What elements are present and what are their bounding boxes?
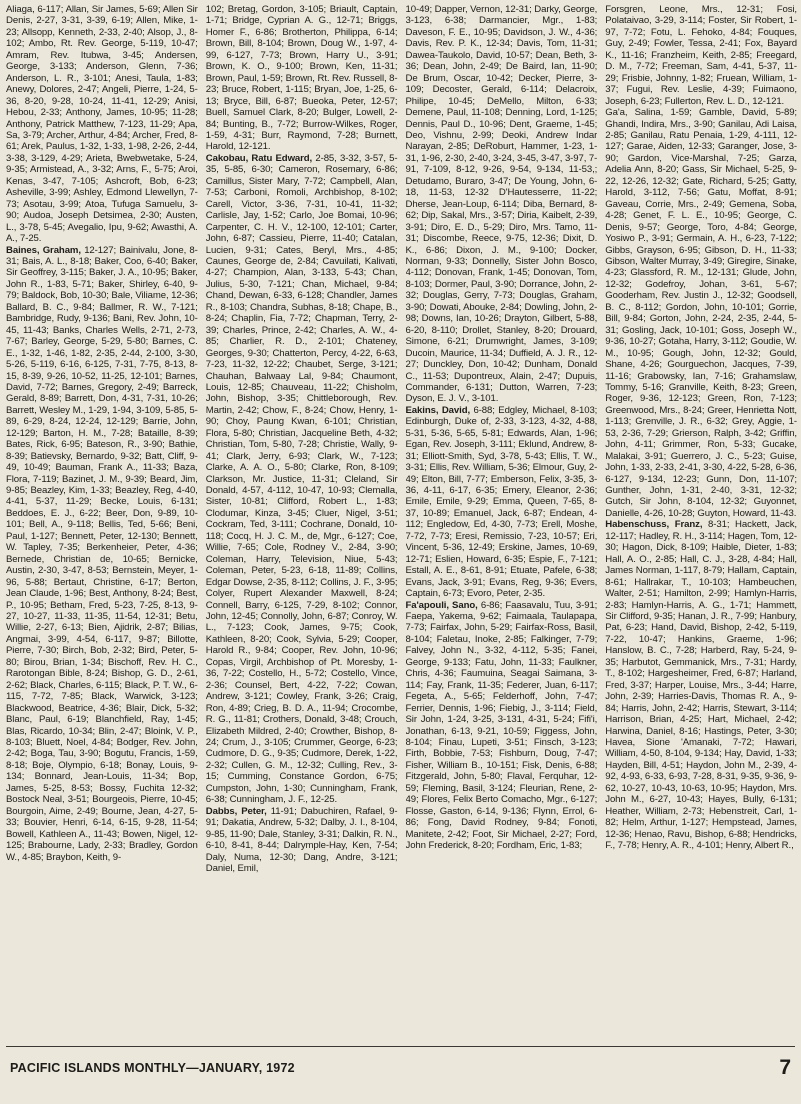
index-columns [6, 4, 797, 1038]
index-heading: Habenschuss, Franz, [605, 519, 703, 531]
index-column-3 [406, 4, 598, 1038]
index-entries: Ga'a, Salina, 1-59; Gamble, David, 5-89; Ghandi, Indira, Mrs., 3-90; Ganilau, Adi Laisa, 2-85; Ganilau, Ratu Penaia, 1-29, 4-111, 12-127; Garae, Aiden, 12-33; Garanger, Jose, 3-90; Gardon, Vice-Marshal, 7-25; Garza, Adelia Ann, 8-20; Gass, Sir Michael, 5-25, 9-22, 12-26, 12-32; Gate, Richard, 5-25; Gatty, Harold, 3-112, 7-56; Gatu, Moffat, 8-91; Gaveau, Corrie, Mrs., 2-49; Gemena, Soba, 4-28; Genet, F. L. E., 10-95; George, C. Denis, 9-57; George, Toro, 4-84; George, Yosiwo P., 3-91; Germain, A. H., 6-23, 7-122; Gibbs, Grayson, 6-95; Gibson, D. H., 11-33; Gibson, Walter Murray, 3-49; Giregire, Sinake, 4-23; Glassford, R. M., 12-131; Glude, John, 12-32; Godefroy, Johan, 3-61, 5-67; Gooderham, Rev. Justin J., 12-32; Goodsell, B. C., 8-112; Gordon, John, 10-101; Gorrie, Bill, 9-84; Gorton, John, 2-24, 2-35, 2-44, 5-31; Gosling, Jack, 10-101; Goss, Joseph W., 9-36, 10-27; Gotaha, Harry, 3-112; Goudie, W. M., 10-95; Gough, John, 12-32; Gould, Shane, 4-26; Gourguechon, Jacques, 7-39, 11-16; Grabowsky, Ian, 7-16; Grahamslaw, Tommy, 5-16; Granville, Keith, 8-23; Green, Roger, 9-36, 12-123; Green, Ron, 7-123; Greenwood, Mrs., 8-24; Greer, Henrietta Nott, 1-113; Grenville, J. R., 6-32; Grey, Aggie, 1-53, 2-36, 7-29; Grierson, Ralph, 3-42; Griffin, John, 4-11; Grimmer, Ron, 5-33; Gucake, Malakai, 3-91; Guerrero, J. C., 5-23; Guise, John, 1-33, 2-33, 2-41, 3-30, 4-22, 5-28, 6-36, 6-127, 9-134, 12-23; Gunn, Don, 11-107; Gunther, John, 1-31, 2-40, 3-31, 12-32; Gutch, Sir John, 8-104, 12-32; Guyonnet, Danielle, 4-26, 10-28; Guyton, Howard, 11-43. [605, 107, 797, 519]
index-heading: Fa'apouli, Sano, [405, 599, 478, 611]
page-number: 7 [779, 1056, 791, 1079]
index-column-4 [605, 4, 797, 1038]
index-entries: 6-86; Faasavalu, Tuu, 3-91; Faepa, Yakema, 9-62; Faimaala, Taulapapa, 7-73; Fairfax, John, 5-29; Fairfax-Ross, Basil, 8-104; Faletau, Inoke, 2-85; Falkinger, 7-79; Falvey, John N., 3-32, 4-112, 5-35; Fanei, George, 9-133; Fatu, John, 11-33; Faulkner, Chris, 4-36; Faumuina, Seagai Saimana, 3-114; Fay, Frank, 11-35; Federer, Juan, 6-117; Fegeta, A., 5-65; Felderhoff, John, 7-47; Ferrier, Dennis, 1-96; Fiebig, J., 3-114; Field, Sir John, 1-24, 3-25, 3-131, 4-31, 5-24; Fifi'i, Jonathan, 6-13, 9-21, 10-59; Figgess, John, 8-104; Finau, Lupeti, 3-51; Finsch, 3-123; Firth, Bobbie, 7-53; Fishburn, Doug, 7-47; Fisher, William B., 10-151; Fisk, Denis, 6-88; Fitzgerald, John, 5-80; Flaval, Ferquhar, 12-59; Fleming, Basil, 3-124; Fleurian, Rene, 2-49; Flores, Felix Berto Comacho, Mgr., 6-127; Flosse, Gaston, 6-14, 9-136; Flynn, Errol, 6-86; Fong, David Rodney, 9-84; Fonoti, Manitete, 2-42; Foot, Sir Michael, 2-27; Ford, John Frederick, 8-20; Fordham, Eric, 1-83; [405, 599, 598, 852]
index-column-2 [206, 4, 398, 1038]
index-entries: 10-49; Dapper, Vernon, 12-31; Darky, George, 3-123, 6-38; Darmancier, Mgr., 1-83; Daveson, F. E., 10-95; Davidson, J. W., 4-36; Davis, Rev. P. K., 12-34; Davis, Tom, 11-31; Dawea-Taukolo, David, 10-57; Dean, Beth, 3-36; Dean, John, 2-49; De Baird, Ian, 11-90; De Brum, Oscar, 10-42; Decker, Pierre, 3-109; Decoster, Gerald, 6-114; Delacroix, Philipe, 10-45; DeMello, Milton, 6-33; Demene, Paul, 11-108; Denning, Lord, 1-125; Dennis, Paul D., 10-96; Dent, Graeme, 1-45; Deo, Vishnu, 2-99; Deoki, Andrew Indar Narayan, 2-85; DeRoburt, Hammer, 1-23, 1-31, 1-96, 2-30, 2-40, 3-24, 3-45, 3-47, 3-97, 7-91, 7-109, 8-12, 9-26, 9-54, 9-134, 11-53,; Detudamo, Buraro, 3-47; De Young, John, 6-18, 11-53, 12-32 D'Hautesserre, 11-22; Dherse, Jean-Loup, 6-114; Diba, Bernard, 8-62; Dip, Sakal, Mrs., 3-57; Diria, Kaibelt, 2-39, 3-91; Diro, E. D., 5-29; Diro, Mrs. Tamo, 11-31; Discombe, Reece, 9-75, 12-36; Dixit, D. K., 6-86; Dixon, J. M., 9-100; Docker, Norman, 9-33; Donnelly, Sister John Bosco, 4-112; Donovan, Frank, 1-45; Donovan, Tom, 8-103; Dormer, Paul, 3-90; Dorrance, John, 2-32; Douglas, Gerry, 7-73; Douglas, Graham, 3-90; Dowati, Abouke, 2-84; Dowling, John, 2-98; Downs, Ian, 10-26; Drayton, Gilbert, 5-88, 6-20, 8-110; Drollet, Stanley, 8-20; Drouard, Simone, 6-21; Drumwright, James, 3-109; Ducoin, Maurice, 11-34; Duffield, A. J. R., 12-27; Dunckley, Don, 10-42; Dunham, Donald C., 11-53; Dupontreux, Alain, 2-47; Dupuis, Commander, 6-131; Dutton, Warren, 7-23; Dyson, E. J. V., 3-101. [405, 4, 598, 405]
index-heading: Dabbs, Peter, [205, 805, 267, 817]
index-entries: 102; Bretag, Gordon, 3-105; Briault, Captain, 1-71; Bridge, Cyprian A. G., 12-71; Briggs, Homer F., 6-86; Brotherton, Philippa, 6-14; Brown, Bill, 8-104; Brown, Doug W., 1-97, 4-99, 6-127, 7-73; Brown, Harry U., 3-91; Brown, K. O., 9-100; Brown, Ken, 11-31; Brown, Paul, 1-59; Brown, Rt. Rev. Russell, 8-23; Bruce, Robert, 1-115; Bryan, Joe, 1-25, 6-13; Bryce, Bill, 6-87; Bueoka, Peter, 12-57; Buell, Samuel Clark, 8-20; Bulger, Lowell, 2-84; Bunting, B., 7-72; Burrow-Wilkes, Roger, 1-59, 4-31; Burr, Raymond, 7-28; Burnett, Harold, 12-121. [205, 4, 398, 153]
footer-rule [6, 1046, 795, 1047]
index-paragraph [406, 405, 598, 600]
index-entries: 6-88; Edgley, Michael, 8-103; Edinburgh, Duke of, 2-33, 3-123, 4-32, 4-88, 5-31, 5-36, 5-65, 5-81; Edwards, Alan, 1-96; Egan, Rev. Joseph, 3-111; Eklund, Andrew, 8-31; Elliott-Smith, Syd, 3-78, 5-43; Ellis, T. W., 3-31; Ellis, Rev. William, 5-36; Elmour, Guy, 2-49; Elton, Bill, 7-77; Emberson, Felix, 3-35, 3-36, 4-11, 6-17, 6-35; Emery, Eleanor, 2-36; Emile, Emile, 9-29; Emma, Queen, 7-65, 8-37, 10-89; Emanuel, Jack, 6-87; Endean, 4-112; Engledow, Ed, 4-30, 7-73; Erell, Moshe, 7-72, 7-73; Eresi, Remissio, 7-23, 10-57; Eri, Vincent, 5-36, 12-49; Erskine, James, 10-69, 12-71; Eslien, Howard, 6-35; Espie, F., 7-121; Estall, A. E., 8-61, 8-91; Etuate, Pafele, 6-38; Evans, Jack, 3-91; Evans, Reg, 9-36; Evers, Captain, 6-73; Evoro, Peter, 2-35. [405, 404, 598, 600]
index-paragraph [605, 4, 797, 107]
page-footer [6, 1046, 795, 1080]
index-entries: 11-91; Dabuchiren, Rafael, 9-91; Dakatia, Andrew, 5-32; Dalby, J. I., 8-104, 9-85, 11-90; Dale, Stanley, 3-31; Dalkin, R. N., 6-10, 8-41, 8-44; Dalrymple-Hay, Ken, 7-54; Daly, Numa, 12-30; Dang, Andre, 3-121; Daniel, Emil, [205, 805, 398, 874]
index-entries: Forsgren, Leone, Mrs., 12-31; Fosi, Polataivao, 3-29, 3-114; Foster, Sir Robert, 1-97, 7-72; Fotu, L. Fehoko, 4-84; Fouques, Guy, 2-49; Fowler, Tessa, 2-41; Fox, Bayard K., 11-16; Franzheim, Keith, 2-85; Freegard, D. M., 7-72; Freeman, Sam, 4-41, 5-37, 11-29; Frisbie, Johnny, 1-82; Fruean, William, 1-37; Fugui, Rev. Leslie, 4-39; Fuimaono, Joseph, 6-23; Fullerton, Rev. L. D., 12-121. [605, 4, 797, 107]
index-paragraph [6, 245, 198, 863]
index-paragraph [206, 153, 398, 806]
index-paragraph [406, 600, 598, 852]
index-paragraph [206, 806, 398, 875]
index-heading: Cakobau, Ratu Edward, [205, 152, 313, 164]
index-column-1 [6, 4, 198, 1038]
index-paragraph [206, 4, 398, 153]
index-heading: Eakins, David, [405, 404, 471, 416]
publication-title: PACIFIC ISLANDS MONTHLY—JANUARY, 1972 [10, 1061, 295, 1075]
index-entries: 8-31; Hackett, Jack, 12-117; Hadley, R. H., 3-114; Hagen, Tom, 12-30; Hagon, Dick, 8-109; Haible, Dieter, 1-83; Hall, A. O., 2-85; Hall, C. J., 3-28, 4-84; Hall, James Norman, 1-117, 8-79; Hallam, Captain, 8-61; Hallrakar, T., 10-103; Hambeuchen, Walter, 2-51; Hamilton, 2-99; Hamlyn-Harris, 2-83; Hamlyn-Harris, A. G., 1-71; Hammett, Sir Clifford, 9-35; Hanan, J. R., 7-99; Hanbury, Pat, 6-23; Hand, David, Bishop, 2-42, 5-119, 7-22, 10-47; Hankins, Graeme, 1-96; Hanslow, B. C., 7-28; Harberd, Ray, 5-24, 9-35; Harbutot, Gemmanick, Mrs., 7-31; Hardy, T., 8-102; Hargesheimer, Fred, 6-87; Harland, Fred, 3-37; Harper, Louise, Mrs., 3-44; Harre, John, 2-39; Harries-Davis, Thomas R. A., 9-84; Harris, John, 2-42; Harris, Stewart, 3-114; Harrison, Brian, 4-25; Hart, Michael, 2-42; Harwina, Daniel, 8-16; Hastings, Peter, 3-30; Havea, Sione 'Amanaki, 7-72; Hawari, William, 4-50, 8-104, 9-134; Hay, David, 1-33; Hayden, Bill, 4-51; Haydon, John M., 2-39, 4-92, 4-93, 6-33, 6-93, 7-28, 8-31, 9-35, 9-36, 9-62, 10-27, 10-43, 10-63, 10-95; Haydon, Mrs. John M., 6-27, 10-43; Hayes, Bully, 6-131; Heather, William, 2-73; Hebenstreit, Carl, 1-82; Helm, Arthur, 1-127; Hempstead, James, 12-36; Henao, Ravu, Bishop, 6-88; Hendricks, F., 7-78; Henry, A. R., 4-101; Henry, Albert R., [605, 519, 797, 852]
index-entries: 12-127; Bainivalu, Jone, 8-31; Bais, A. L., 8-18; Baker, Coo, 6-40; Baker, Sir Geoffrey, 3-115; Baker, J. A., 10-95; Baker, John R., 1-83, 5-71; Baker, Shirley, 6-40, 9-79; Baldock, Bob, 10-30; Bale, Viliame, 12-36; Ballard, B. C., 9-84; Ballmer, R. W., 7-121; Bambridge, Rudy, 9-136; Bani, Rev. John, 10-45, 11-43; Banks, Charles Wells, 2-71, 2-73, 7-67; Barley, George, 5-29, 5-80; Barnes, C. E., 1-32, 1-46, 1-82, 2-35, 2-44, 2-100, 3-30, 5-26, 5-119, 6-16, 6-125, 7-31, 7-75, 8-13, 8-15, 8-39, 9-26, 10-52, 11-25, 12-101; Barnes, David, 7-72; Barnes, Gregory, 2-49; Barreck, Gerald, 8-89; Barrett, Don, 4-31, 7-31, 10-26; Barrett, Wesley M., 1-29, 1-94, 3-109, 5-85, 5-89, 6-29, 8-24, 12-24, 12-129; Barrie, John, 12-129; Barton, H. M., 7-28; Bataille, 8-39; Bates, Rick, 6-95; Bateson, R., 3-90; Bathie, 8-39; Batievsky, Bernardo, 9-32; Batt, Cliff, 9-49, 10-49; Bauman, Frank A., 11-33; Baza, Flora, 7-119; Bazinet, J. M., 9-39; Beard, Jim, 9-85; Beazley, Kim, 1-33; Beazley, Reg, 4-40, 4-41, 5-37, 11-29; Becke, Louis, 6-131; Beddoes, E. J., 6-22; Beer, Don, 9-89, 10-101; Bell, A., 9-118; Bellis, Ted, 5-66; Beni, Paul, 1-127; Bennett, Peter, 12-130; Bennett, W. Tapley, 7-35; Berkenheier, Peter, 4-36; Bernede, Christian de, 10-65; Bernicke, Austin, 2-30, 3-47, 8-53; Bernstein, Meyer, 1-96, 5-88; Bertaut, Christine, 6-17; Berton, Jean Claude, 1-96; Best, Anthony, 8-24; Best, P., 10-95; Betham, Fred, 5-23, 7-25, 8-13, 9-27, 10-27, 11-33, 11-35, 11-54, 12-31; Betu, Willie, 2-27, 6-13; Bien, Ajidrik, 2-87; Bilias, Angmai, 3-99, 4-54, 6-117, 9-87; Billotte, Pierre, 7-30; Birch, Bob, 2-32; Bird, Peter, 5-80; Birou, Brian, 1-34; Bischoff, Rev. H. C., Rarotongan Bible, 8-24; Bishop, G. D., 2-61, 2-62; Black, Charles, 6-115; Black, P. T. W., 6-115, 7-72, 7-85; Black, Warwick, 3-123; Blackwood, Beatrice, 4-36; Blair, Dick, 5-32; Blanc, Paul, 6-19; Blanchfield, Ray, 1-45; Blas, Ricardo, 10-34; Blin, 2-47; Bloink, V. P., 8-103; Bluett, Noel, 4-84; Bodger, Rev. John, 2-42; Boga, Tau, 3-90; Bogutu, Francis, 1-59, 8-18; Boje, Olympio, 6-18; Bonay, Louis, 9-134; Bonnard, Jean-Louis, 11-34; Bop, James, 5-25, 8-53; Bossy, Fuchita 12-32; Bostock Neal, 3-51; Bourgeois, Pierre, 10-45; Bourgoin, Aime, 2-49; Bourne, Jean, 4-27, 5-33; Bouvier, Henri, 6-14, 6-15, 9-28, 11-54; Bowell, Kathleen A., 11-43; Bowen, Nigel, 12-125; Brabourne, Lady, 2-33; Bradley, Gordon W., 4-85; Braybon, Keith, 9- [6, 244, 198, 863]
index-paragraph [605, 519, 797, 851]
index-paragraph [6, 4, 198, 245]
index-entries: 2-85, 3-32, 3-57, 5-35, 5-85, 6-30; Cameron, Rosemary, 6-86; Camillus, Sister Mary, 7-72; Campbell, Alan, 7-53; Carboni, Romoli, Archbishop, 8-102; Carell, Victor, 3-36, 7-31, 10-41, 11-32; Carlisle, Jay, 1-52; Carlo, Joe Bomai, 10-96; Carpenter, C. H. V., 12-100, 12-101; Carter, John, 6-87; Cassieu, Pierre, 11-40; Catalan, Lucien, 9-31; Cates, Beryl, Mrs., 4-85; Caunes, George de, 2-84; Cavuilati, Kalivati, 4-27; Champion, Alan, 3-133, 5-43; Chan, Julius, 5-30, 7-121; Chan, Michael, 9-84; Chand, Dewan, 6-33, 6-128; Chandler, James R., 8-103; Chandra, Subhas, 8-18; Chape, B., 8-24; Chaplin, Fia, 7-72; Chapman, Terry, 2-39; Charles, Prince, 2-42; Charles, A. W., 4-85; Charlier, R. D., 2-101; Chateney, Georges, 9-30; Chatterton, Percy, 4-22, 6-63, 7-23, 11-32, 12-22; Chaubet, Serge, 3-121; Chauhan, Balwaay Lal, 9-84; Chaumont, Louis, 12-85; Chauveau, 11-22; Chisholm, John, Bishop, 3-35; Chittleborough, Rev. Martin, 2-42; Chow, F., 8-24; Chow, Henry, 1-90; Choy, Paung Kwan, 6-101; Christian, Flora, 5-80; Christian, Jacqueline Beth, 4-32; Christian, Tom, 5-80, 7-28; Christie, Wally, 9-41; Clark, Jerry, 6-93; Clark, W., 7-123; Clarke, A. A. O., 5-80; Clarke, Ron, 8-109; Clarkson, Mr. Justice, 11-31; Cleland, Sir Donald, 4-57, 4-112, 10-47, 10-93; Clemalla, Sister, 10-81; Clifford, Robert L., 1-83; Clodumar, Kinza, 3-45; Cluer, Nigel, 3-51; Cockram, Ted, 3-111; Cochrane, Donald, 10-118; Cocq, H. J. C. M., de, Mgr., 6-127; Coe, Willie, 7-65; Cole, Rodney V., 2-84, 3-90; Coleman, Harry, Television, Niue, 5-43; Coleman, Peter, 5-23, 6-18, 11-89; Collins, Edgar Dowse, 2-35, 8-112; Collins, J. F., 3-95; Colyer, Rupert Alexander Maxwell, 8-24; Connell, Barry, 6-125, 7-29, 8-102; Connor, John, 12-45; Connolly, John, 6-87; Conroy, W. L., 7-123; Cook, James, 9-75; Cook, Kathleen, 8-20; Cook, Sylvia, 5-29; Cooper, Harold R., 9-84; Cooper, Rev. John, 10-96; Copas, Virgil, Archbishop of Pt. Moresby, 1-36, 7-22; Costello, H., 5-72; Costello, Vince, 2-36; Counsel, Bert, 4-22, 7-22; Cowan, Andrew, 3-121; Cowley, Frank, 3-26; Craig, Ron, 4-89; Crieg, B. D. A., 11-94; Crocombe, R. G., 11-81; Crothers, Donald, 3-48; Crouch, Elizabeth Mildred, 2-40; Crowther, Bishop, 8-24; Crum, J., 3-105; Crummer, George, 6-23; Cudmore, D. G., 9-35; Cudmore, Derek, 1-22, 2-32; Cullen, G. M., 12-32; Culling, Rev., 3-15; Cumming, Constance Gordon, 6-75; Cumpston, John, 1-30; Cunningham, Frank, 6-38; Cunningham, J. F., 12-25. [205, 152, 398, 806]
index-entries: Aliaga, 6-117; Allan, Sir James, 5-69; Allen Sir Denis, 2-27, 3-31, 3-39, 6-19; Allen, Mike, 1-23; Allsopp, Kenneth, 2-33, 2-40; Alsop, J., 8-102; Ambo, Rt. Rev. George, 5-119, 10-47; Amram, Rev. Itubwa, 3-45; Andersen, George, 3-133; Anderson, Glenn, 7-36; Anderson, L. R., 3-101; Anesi, Taula, 1-83; Anewy, Dolores, 2-47; Angeli, Pierre, 1-24, 5-36, 8-20, 9-28, 10-24, 11-41, 12-29; Anisi, Hebou, 2-33; Anthony, James, 10-95; 11-28; Anthony, Patrick Matthew, 7-123, 11-29; Apa, Sa, 3-79; Archer, Arthur, 4-84; Archer, Fred, 8-61; Arek, Paulus, 1-32, 1-33, 1-98, 2-26, 2-44, 3-38, 3-129, 4-29; Arieta, Bwebwetake, 5-24, 9-35; Armistead, A., 3-32; Arns, F., 5-75; Aroi, Kenas, 3-47, 7-105; Ashcroft, Bob, 6-23; Asheville, 3-99; Ashley, Edmond Llewellyn, 7-73; Asotau, 3-99; Atoa, Tufuga Samuelu, 3-90; Audoa, Joseph Detsimea, 2-30; Austen, L., 3-78, 5-45; Avegalio, Ipu, 9-62; Awasthi, A. A., 7-25. [6, 4, 198, 245]
index-paragraph [605, 107, 797, 519]
index-paragraph [406, 4, 598, 405]
index-heading: Baines, Graham, [6, 244, 81, 256]
